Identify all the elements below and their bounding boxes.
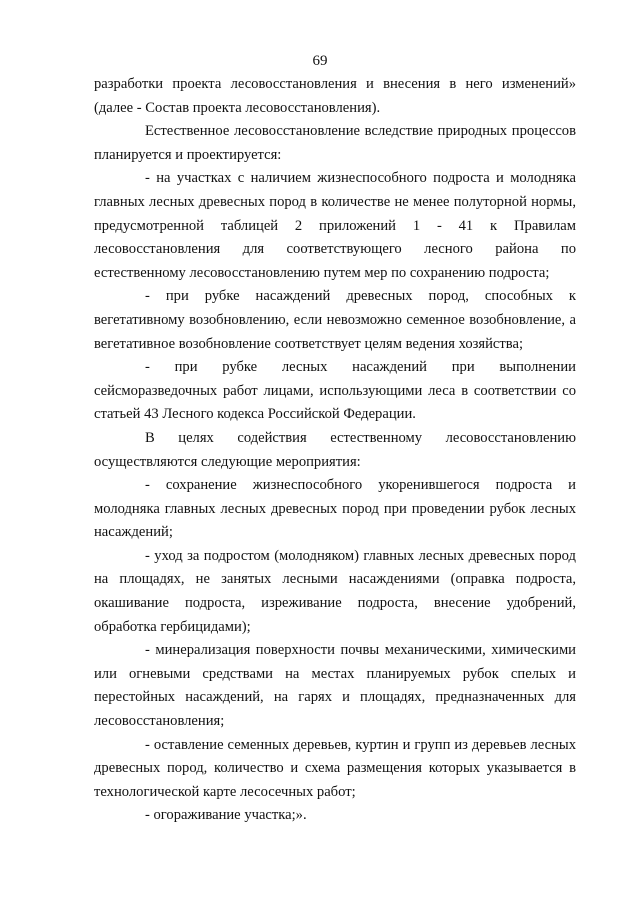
paragraph-continuation: разработки проекта лесовосстановления и внесения в него изменений» (далее - Состав проекта лесовосстановления).: [94, 76, 576, 116]
list-item-fencing: - огораживание участка;».: [145, 807, 307, 824]
list-item-preserve-undergrowth: - сохранение жизнеспособного укоренившегося подроста и молодняка главных лесных древесных пород при проведении рубок лесных насаждений;: [94, 477, 576, 541]
list-item-undergrowth-plots: - на участках с наличием жизнеспособного подроста и молодняка главных лесных древесных пород в количестве не менее полуторной нормы, предусмотренной таблицей 2 приложений 1 - 41 к Правилам лесовосстановления для соответствующего лесного района по естественному лесовосстановлению путем мер по сохранению подроста;: [94, 170, 576, 281]
list-item-soil-mineralization: - минерализация поверхности почвы механическими, химическими или огневыми средствами на местах планируемых рубок спелых и перестойных насаждений, на гарях и площадях, предназначенных для лесовосстановления;: [94, 642, 576, 730]
list-item-seed-trees: - оставление семенных деревьев, куртин и групп из деревьев лесных древесных пород, количество и схема размещения которых указывается в технологической карте лесосечных работ;: [94, 736, 576, 800]
list-item-vegetative-renewal: - при рубке насаждений древесных пород, способных к вегетативному возобновлению, если невозможно семенное возобновление, а вегетативное возобновление соответствует целям ведения хозяйства;: [94, 288, 576, 352]
list-item-undergrowth-care: - уход за подростом (молодняком) главных лесных древесных пород на площадях, не занятых лесными насаждениями (оправка подроста, окашивание подроста, изреживание подроста, внесение удобрений, обработка гербицидами);: [94, 547, 576, 635]
list-item-seismic-works: - при рубке лесных насаждений при выполнении сейсморазведочных работ лицами, использующими леса в соответствии со статьей 43 Лесного кодекса Российской Федерации.: [94, 359, 576, 423]
page-number: 69: [312, 53, 328, 69]
paragraph-natural-reforestation: Естественное лесовосстановление вследствие природных процессов планируется и проектируется:: [94, 123, 576, 163]
body-text: [94, 73, 576, 828]
paragraph-assistance-measures: В целях содействия естественному лесовосстановлению осуществляются следующие мероприятия:: [94, 429, 576, 470]
